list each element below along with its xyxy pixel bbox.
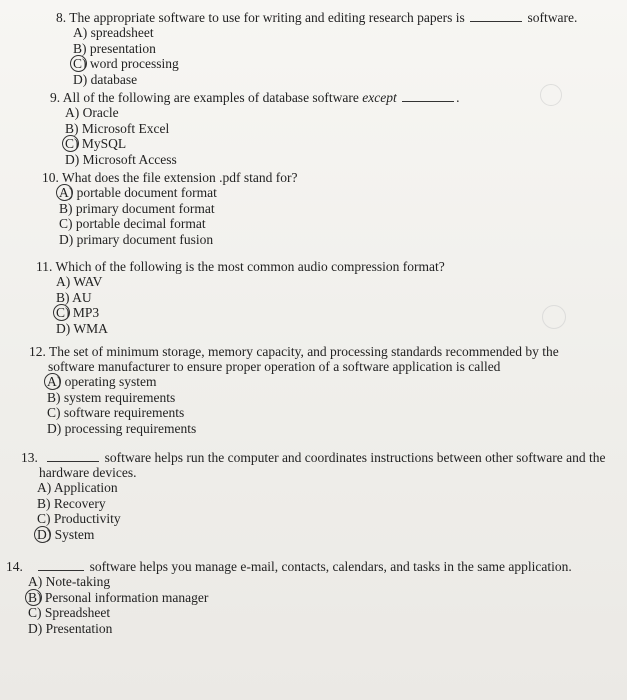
answer-blank: [38, 569, 84, 571]
question-text: software helps you manage e-mail, contacts, calendars, and tasks in the same application.: [89, 559, 572, 574]
question-number: 11.: [36, 259, 53, 274]
question-number: 12.: [29, 344, 46, 359]
question-10-stem: [42, 170, 297, 185]
option-list: [28, 574, 572, 636]
option-d-label: D) System: [37, 526, 95, 542]
question-14: [6, 559, 572, 636]
option-c-label: C) MySQL: [65, 136, 127, 151]
option-b: B) presentation: [73, 40, 156, 56]
option-d: D) Microsoft Access: [65, 151, 177, 167]
option-d: D) database: [73, 71, 138, 87]
option-b: [28, 590, 572, 606]
option-c: [73, 56, 577, 72]
question-text: The appropriate software to use for writing and editing research papers is: [69, 10, 465, 25]
question-number: 9.: [50, 90, 61, 105]
answer-circle-mark: [34, 526, 51, 543]
option-c: C) portable decimal format: [59, 216, 206, 231]
bleed-through-mark: [540, 84, 562, 106]
option-a: A) WAV: [56, 274, 103, 289]
question-13-stem-continued: hardware devices.: [39, 465, 137, 480]
question-12-stem-continued: software manufacturer to ensure proper operation of a software application is called: [48, 359, 501, 374]
question-number: 8.: [56, 10, 67, 25]
question-9: [50, 90, 460, 167]
option-a: A) Note-taking: [28, 574, 111, 589]
question-8-stem: [56, 10, 577, 25]
option-c-label: C) MP3: [56, 305, 100, 320]
question-9-stem: 9. All of the following are examples of database software except .: [50, 90, 460, 105]
question-13: [21, 450, 605, 542]
question-text: What does the file extension .pdf stand for?: [62, 170, 298, 185]
question-suffix: software.: [527, 10, 578, 25]
option-c: [56, 305, 445, 321]
bleed-through-mark: [542, 305, 566, 329]
question-text: The set of minimum storage, memory capacity, and processing standards recommended by the: [49, 344, 559, 359]
question-12: [29, 344, 559, 436]
question-13-stem: [21, 450, 605, 465]
option-a: [47, 374, 559, 390]
option-c-label: C) word processing: [73, 56, 179, 71]
option-a: [59, 185, 297, 201]
question-emphasis: except: [362, 90, 397, 105]
question-number: 14.: [6, 559, 23, 574]
option-a: A) Oracle: [65, 105, 119, 120]
answer-circle-mark: [44, 373, 61, 390]
question-text: All of the following are examples of database software: [62, 90, 359, 105]
answer-blank: [402, 100, 454, 102]
question-number: 10.: [42, 170, 59, 185]
question-number: 13.: [21, 450, 38, 465]
option-list: [59, 185, 297, 247]
option-b-label: B) Personal information manager: [28, 589, 209, 605]
option-b: B) primary document format: [59, 200, 215, 216]
option-c: C) Productivity: [37, 511, 121, 526]
answer-circle-mark: [53, 304, 70, 321]
question-11: [36, 259, 445, 336]
option-a-label: A) portable document format: [59, 185, 217, 200]
answer-circle-mark: [70, 55, 87, 72]
question-12-stem: [29, 344, 559, 359]
option-a: A) Application: [37, 480, 118, 495]
option-d: D) Presentation: [28, 620, 113, 636]
option-a: A) spreadsheet: [73, 25, 154, 40]
option-list: [65, 105, 460, 167]
option-c: C) Spreadsheet: [28, 605, 111, 620]
option-list: [37, 480, 605, 542]
answer-blank: [47, 460, 99, 462]
option-d: [37, 527, 605, 543]
option-a-label: A) operating system: [47, 374, 157, 389]
option-b: B) system requirements: [47, 389, 176, 405]
option-list: [56, 274, 445, 336]
option-list: [47, 374, 559, 436]
question-10: [42, 170, 297, 247]
answer-blank: [470, 20, 522, 22]
answer-circle-mark: [56, 184, 73, 201]
option-d: D) primary document fusion: [59, 231, 214, 247]
option-d: D) WMA: [56, 320, 108, 336]
question-11-stem: [36, 259, 445, 274]
option-d: D) processing requirements: [47, 420, 197, 436]
question-text: Which of the following is the most common audio compression format?: [55, 259, 445, 274]
option-b: B) Microsoft Excel: [65, 120, 170, 136]
question-8: [56, 10, 577, 87]
option-list: [73, 25, 577, 87]
option-b: B) Recovery: [37, 495, 106, 511]
option-c: C) software requirements: [47, 405, 185, 420]
option-c: [65, 136, 460, 152]
answer-circle-mark: [25, 589, 42, 606]
question-text: software helps run the computer and coordinates instructions between other software and the: [104, 450, 606, 465]
option-b: B) AU: [56, 289, 92, 305]
answer-circle-mark: [62, 135, 79, 152]
question-14-stem: [6, 559, 572, 574]
